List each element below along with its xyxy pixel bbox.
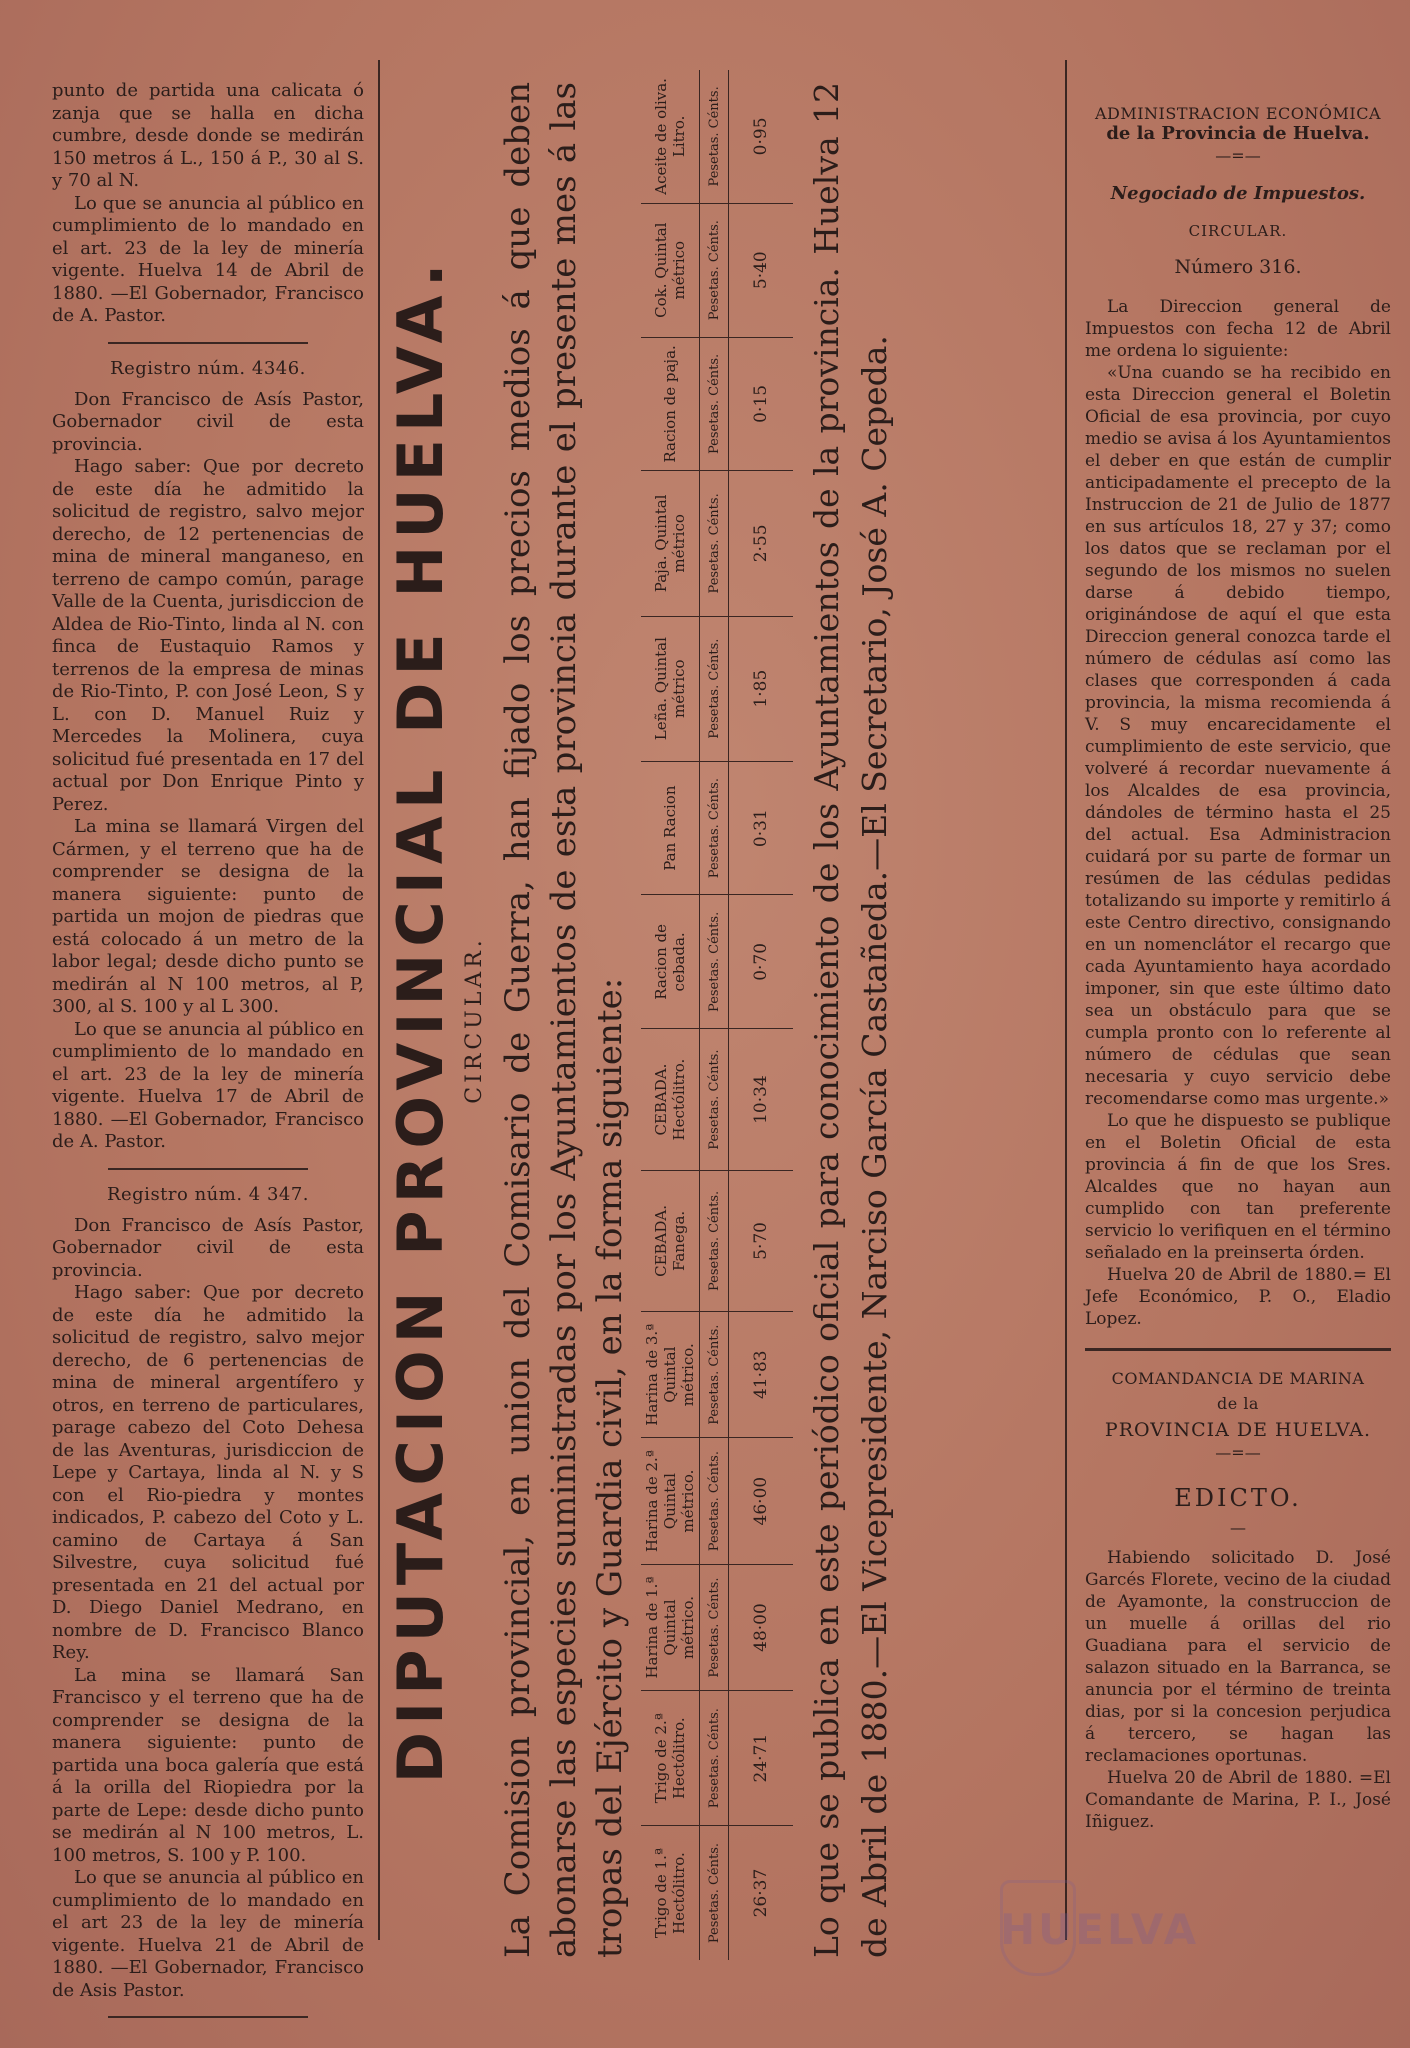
price-value-cell: 41·83 xyxy=(729,1312,794,1438)
price-value-cell: 0·31 xyxy=(729,761,794,895)
price-value-cell: 24·71 xyxy=(729,1691,794,1826)
price-unit-cell: Pesetas. Cénts. xyxy=(700,895,729,1029)
registro-2-opening: Don Francisco de Asís Pastor, Gobernador civil de esta provincia. xyxy=(52,1214,364,1281)
price-unit-cell: Pesetas. Cénts. xyxy=(700,1564,729,1690)
divider xyxy=(108,2016,308,2018)
registro-2-title: Registro núm. 4 347. xyxy=(106,1183,310,1205)
price-value-cell: 10·34 xyxy=(729,1029,794,1171)
price-header-cell: Harina de 1.ª Quintal métrico. xyxy=(641,1564,700,1690)
price-value-cell: 26·37 xyxy=(729,1826,794,1960)
diputacion-notice xyxy=(380,70,1030,1970)
price-value-cell: 1·85 xyxy=(729,616,794,761)
circular-number: Número 316. xyxy=(1174,256,1302,278)
ornament-dash: — xyxy=(1230,1518,1246,1537)
price-unit-cell: Pesetas. Cénts. xyxy=(700,1438,729,1564)
price-header-cell: Paja. Quintal métrico xyxy=(641,471,700,616)
circular-label: CIRCULAR. xyxy=(1188,222,1288,240)
ornament-dash: —=— xyxy=(1215,1443,1261,1462)
registro-2-body: Hago saber: Que por decreto de este día he admitido la solicitud de registro, salvo mejor derecho, de 6 pertenencias de mina de mineral argentífero y otros, en terreno de particulares, parage cabezo del Coto Dehesa de las Aventuras, jurisdiccion de Lepe y Cartaya, linda al N. y S con el Rio-piedra y montes indicados, P. cabezo del Coto y L. camino de Cartaya á San Silvestre, cuya solicitud fué presentada en 21 del actual por D. Diego Daniel Medrano, en nombre de D. Francisco Blanco Rey. xyxy=(52,1282,364,1663)
price-header-cell: Racion de cebada. xyxy=(641,895,700,1029)
comandancia-de-la: de la xyxy=(1217,1394,1259,1413)
admin-subtitle: de la Provincia de Huelva. xyxy=(1106,123,1370,144)
registro-2-mine: La mina se llamará San Francisco y el terreno que ha de comprender se designa de la manera siguiente: punto de partida una boca galería que está á la orilla del Riopiedra por la parte de Lepe: desde dicho punto se medirán al N 100 metros, L. 100 metros, S. 100 y P. 100. xyxy=(52,1664,364,1866)
registro-2-announce: Lo que se anuncia al público en cumplimiento de lo mandado en el art 23 de la ley de minería vigente. Huelva 21 de Abril de 1880. —El Gobernador, Francisco de Asis Pastor. xyxy=(52,1867,364,2001)
diputacion-body: La Comision provincial, en union del Comisario de Guerra, han fijado los precios medios á que deben abonarse las especies suministradas por los Ayuntamientos de esta provincia durante el presente mes á las tropas del Ejército y Guardia civil, en la forma siguiente: xyxy=(498,82,630,1958)
price-header-cell: Leña. Quintal métrico xyxy=(641,616,700,761)
intro-announce: Lo que se anuncia al público en cumplimiento de lo mandado en el art. 23 de la ley de minería vigente. Huelva 14 de Abril de 1880. —El Gobernador, Francisco de A. Pastor. xyxy=(52,192,364,326)
price-header-cell: Trigo de 1.ª Hectólitro. xyxy=(652,1848,688,1939)
price-value-cell: 5·70 xyxy=(729,1170,794,1311)
price-unit-cell: Pesetas. Cénts. xyxy=(700,1312,729,1438)
price-header-cell: Cok. Quintal métrico xyxy=(641,203,700,337)
registro-1-mine: La mina se llamará Virgen del Cármen, y el terreno que ha de comprender se designa de la manera siguiente: punto de partida un mojon de piedras que está colocado á un metro de la labor legal; desde dicho punto se medirán al N 100 metros, al P, 300, al S. 100 y al L 300. xyxy=(52,816,364,1017)
diputacion-footer: Lo que se publica en este periódico oficial para conocimiento de los Ayuntamientos de la provincia. Huelva 12 de Abril de 1880.—El Vicepresidente, Narciso García Castañeda.—El Secretario, José A. Cepeda. xyxy=(807,82,894,1958)
intro-paragraph: punto de partida una calicata ó zanja que se halla en dicha cumbre, desde donde se medirán 150 metros á L., 150 á P., 30 al S. y 70 al N. xyxy=(52,80,364,191)
price-header-cell: Harina de 2.ª Quintal métrico. xyxy=(641,1438,700,1564)
diputacion-heading: DIPUTACION PROVINCIAL DE HUELVA. xyxy=(384,256,457,1784)
price-unit-cell: Pesetas. Cénts. xyxy=(700,203,729,337)
price-unit-cell: Pesetas. Cénts. xyxy=(700,1170,729,1311)
price-unit-cell: Pesetas. Cénts. xyxy=(700,1029,729,1171)
comandancia-title: COMANDANCIA DE MARINA xyxy=(1111,1369,1365,1388)
registro-1-title: Registro núm. 4346. xyxy=(110,357,306,379)
admin-title: ADMINISTRACION ECONÓMICA xyxy=(1094,104,1382,123)
negociado-heading: Negociado de Impuestos. xyxy=(1110,183,1366,204)
impuestos-p4: Huelva 20 de Abril de 1880.= El Jefe Económico, P. O., Eladio Lopez. xyxy=(1085,1265,1391,1329)
divider xyxy=(1085,1348,1391,1351)
price-unit-cell: Pesetas. Cénts. xyxy=(700,337,729,471)
price-unit-cell: Pesetas. Cénts. xyxy=(700,761,729,895)
middle-rotated-section xyxy=(380,70,1030,1970)
divider xyxy=(108,342,308,344)
price-header-cell: CEBADA. Hectólitro. xyxy=(641,1029,700,1171)
price-unit-cell: Pesetas. Cénts. xyxy=(700,1826,729,1960)
price-value-cell: 5·40 xyxy=(729,203,794,337)
registro-1-announce: Lo que se anuncia al público en cumplimiento de lo mandado en el art. 23 de la ley de minería vigente. Huelva 17 de Abril de 1880. —El Gobernador, Francisco de A. Pastor. xyxy=(52,1018,364,1152)
divider xyxy=(108,1168,308,1170)
price-header-cell: CEBADA. Fanega. xyxy=(641,1170,700,1311)
price-unit-cell: Pesetas. Cénts. xyxy=(700,616,729,761)
price-header-cell: Harina de 3.ª Quintal métrico. xyxy=(641,1312,700,1438)
price-table-units xyxy=(700,70,729,1960)
comandancia-provincia: PROVINCIA DE HUELVA. xyxy=(1104,1419,1372,1441)
price-unit-cell: Pesetas. Cénts. xyxy=(700,70,729,203)
left-column xyxy=(52,0,364,2032)
price-table xyxy=(641,70,793,1960)
price-header-cell: Pan Racion xyxy=(641,761,700,895)
price-header-cell: Racion de paja. xyxy=(641,337,700,471)
price-unit-cell: Pesetas. Cénts. xyxy=(700,1691,729,1826)
registro-1-opening: Don Francisco de Asís Pastor, Gobernador civil de esta provincia. xyxy=(52,388,364,455)
price-value-cell: 46·00 xyxy=(729,1438,794,1564)
column-separator xyxy=(1065,60,1067,1940)
ornament-dash: —=— xyxy=(1215,146,1261,165)
impuestos-p3: Lo que he dispuesto se publique en el Boletin Oficial de esta provincia á fin de que los Sres. Alcaldes que no hayan aun cumplido con tan preferente servicio lo verifiquen en el término señalado en la preinserta órden. xyxy=(1085,1111,1391,1263)
impuestos-p1: La Direccion general de Impuestos con fecha 12 de Abril me ordena lo siguiente: xyxy=(1085,297,1391,361)
price-value-cell: 0·15 xyxy=(729,337,794,471)
impuestos-p2: «Una cuando se ha recibido en esta Direccion general el Boletin Oficial de esa provincia, por cuyo medio se avisa á los Ayuntamientos el deber en que están de cumplir anticipadamente el precepto de la Instruccion de 21 de Julio de 1877 en sus artículos 18, 27 y 37; como los datos que se reclaman por el segundo de los mismos no suelen darse á debido tiempo, originándose de aquí el que esta Direccion general conozca tarde el número de cédulas así como las clases que corresponden á cada provincia, la misma recomienda á V. S muy encarecidamente el cumplimiento de este servicio, que volveré á recordar nuevamente á los Alcaldes de esa provincia, dándoles de término hasta el 25 del actual. Esa Administracion cuidará por su parte de formar un resúmen de las cédulas pedidas totalizando su importe y remitirlo á este Centro directivo, consignando en un nomenclátor el recargo que cada Ayuntamiento haya acordado imponer, sin que este último dato sea un obstáculo para que se cumpla pronto con lo referente al número de cédulas que sean necesaria y cuyo servicio debe recomendarse como mas urgente.» xyxy=(1085,363,1391,1109)
price-unit-cell: Pesetas. Cénts. xyxy=(700,471,729,616)
edicto-signature: Huelva 20 de Abril de 1880. =El Comandante de Marina, P. I., José Iñiguez. xyxy=(1085,1768,1391,1832)
price-value-cell: 0·70 xyxy=(729,895,794,1029)
price-value-cell: 48·00 xyxy=(729,1564,794,1690)
edicto-body: Habiendo solicitado D. José Garcés Florete, vecino de la ciudad de Ayamonte, la construccion de un muelle á orillas del rio Guadiana para el servicio de salazon situado en la Barranca, se anuncia por el término de treinta dias, por si la concesion perjudica á tercero, se hagan las reclamaciones oportunas. xyxy=(1085,1548,1391,1766)
registro-1-body: Hago saber: Que por decreto de este día he admitido la solicitud de registro, salvo mejor derecho, de 12 pertenencias de mina de mineral manganeso, en terreno de campo común, parage Valle de la Cuenta, jurisdiccion de Aldea de Rio-Tinto, linda al N. con finca de Eustaquio Ramos y terrenos de la empresa de minas de Rio-Tinto, P. con José Leon, S y L. con D. Manuel Ruiz y Mercedes la Molinera, cuya solicitud fué presentada en 17 del actual por Don Enrique Pinto y Perez. xyxy=(52,456,364,815)
price-value-cell: 0·95 xyxy=(729,70,794,203)
price-header-cell: Trigo de 2.ª Hectólitro. xyxy=(641,1691,700,1826)
circular-label: CIRCULAR. xyxy=(462,936,487,1104)
price-table-values xyxy=(729,70,794,1960)
price-value-cell: 2·55 xyxy=(729,471,794,616)
price-table-header xyxy=(641,70,700,1960)
archive-watermark: HUELVA xyxy=(1000,1905,1200,1954)
edicto-heading: EDICTO. xyxy=(1174,1484,1302,1512)
right-column xyxy=(1085,0,1391,1833)
price-header-cell: Aceite de oliva. Litro. xyxy=(641,70,700,203)
